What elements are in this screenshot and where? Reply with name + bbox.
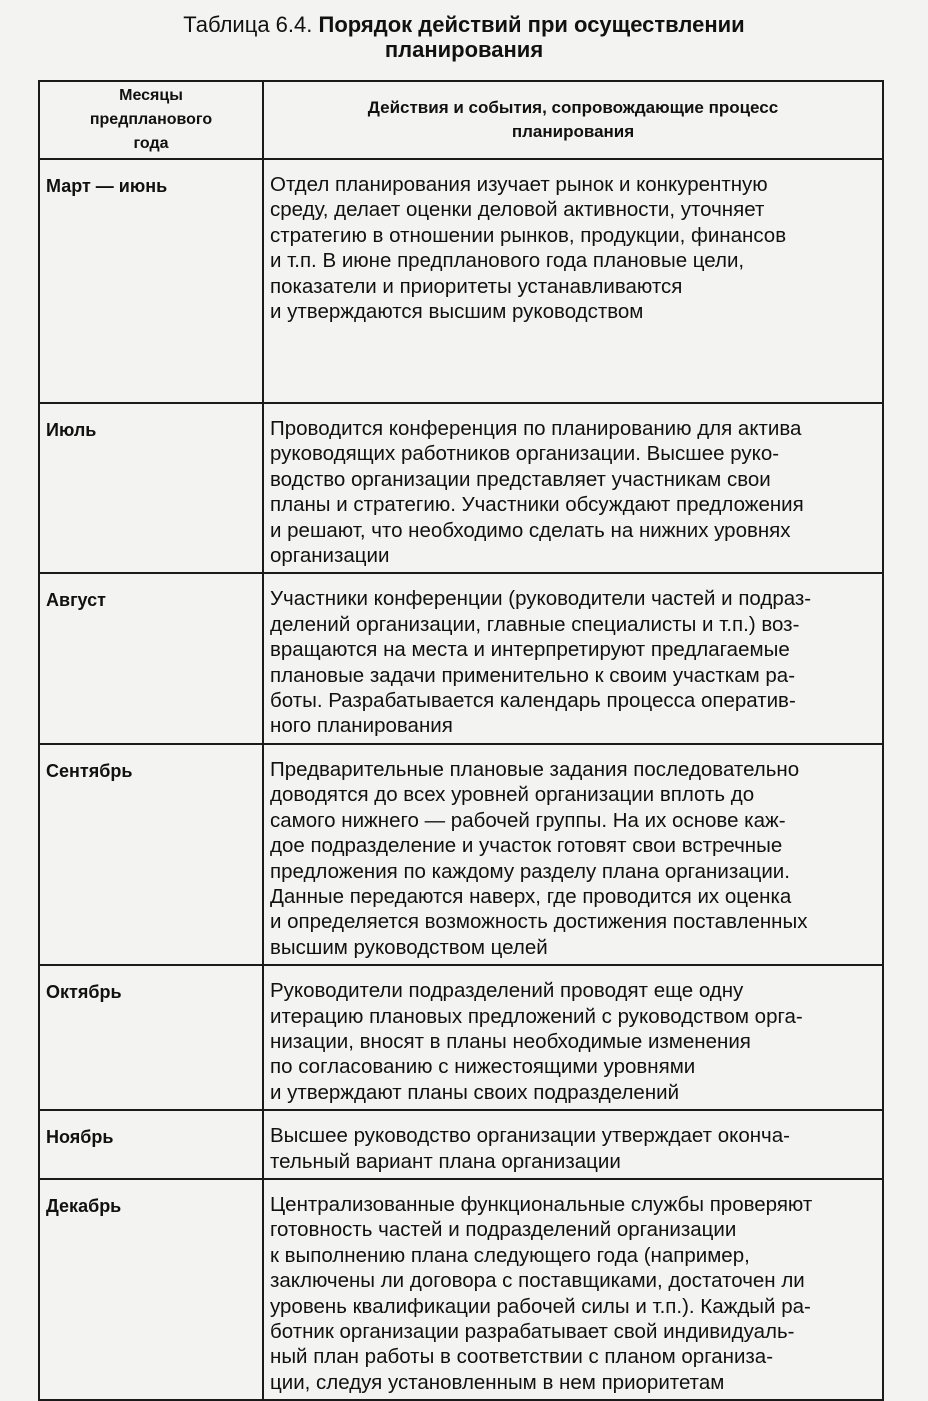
month-cell: Ноябрь bbox=[39, 1110, 263, 1179]
table-row bbox=[39, 744, 883, 965]
header-actions: Действия и события, сопровождающие процесс планирования bbox=[263, 81, 883, 159]
table-number: Таблица 6.4. bbox=[183, 12, 313, 37]
table-row bbox=[39, 573, 883, 743]
table-row bbox=[39, 1110, 883, 1179]
table-row bbox=[39, 159, 883, 403]
table-row bbox=[39, 1179, 883, 1400]
header-row bbox=[39, 81, 883, 159]
month-cell: Декабрь bbox=[39, 1179, 263, 1400]
month-cell: Октябрь bbox=[39, 965, 263, 1110]
table-row bbox=[39, 965, 883, 1110]
action-cell: Руководители подразделений проводят еще одну итерацию плановых предложений с руководством орга- низации, вносят в планы необходимые изменения по согласованию с нижестоящими уровнями и утверждают планы своих подразделений bbox=[263, 965, 883, 1110]
month-cell: Июль bbox=[39, 403, 263, 573]
planning-table bbox=[38, 80, 884, 1401]
table-row bbox=[39, 403, 883, 573]
header-months: Месяцы предпланового года bbox=[39, 81, 263, 159]
action-cell: Высшее руководство организации утверждает оконча- тельный вариант плана организации bbox=[263, 1110, 883, 1179]
action-cell: Отдел планирования изучает рынок и конкурентную среду, делает оценки деловой активности, уточняет стратегию в отношении рынков, продукции, финансов и т.п. В июне предпланового года плановые цели, показатели и приоритеты устанавливаются и утверждаются высшим руководством bbox=[263, 159, 883, 403]
month-cell: Сентябрь bbox=[39, 744, 263, 965]
table-name: Порядок действий при осуществлении планирования bbox=[318, 12, 745, 62]
action-cell: Централизованные функциональные службы проверяют готовность частей и подразделений организации к выполнению плана следующего года (например, заключены ли договора с поставщиками, достаточен ли уровень квалификации рабочей силы и т.п.). Каждый ра- ботник организации разрабатывает свой индивидуаль- ный план работы в соответствии с планом организа- ции, следуя установленным в нем приоритетам bbox=[263, 1179, 883, 1400]
month-cell: Март — июнь bbox=[39, 159, 263, 403]
action-cell: Проводится конференция по планированию для актива руководящих работников организации. Высшее руко- водство организации представляет участникам свои планы и стратегию. Участники обсуждают предложения и решают, что необходимо сделать на нижних уровнях организации bbox=[263, 403, 883, 573]
table-title bbox=[0, 12, 928, 62]
action-cell: Предварительные плановые задания последовательно доводятся до всех уровней организации вплоть до самого нижнего — рабочей группы. На их основе каж- дое подразделение и участок готовят свои встречные предложения по каждому разделу плана организации. Данные передаются наверх, где проводится их оценка и определяется возможность достижения поставленных высшим руководством целей bbox=[263, 744, 883, 965]
month-cell: Август bbox=[39, 573, 263, 743]
action-cell: Участники конференции (руководители частей и подраз- делений организации, главные специалисты и т.п.) воз- вращаются на места и интерпретируют предлагаемые плановые задачи применительно к своим участкам ра- боты. Разрабатывается календарь процесса оператив- ного планирования bbox=[263, 573, 883, 743]
